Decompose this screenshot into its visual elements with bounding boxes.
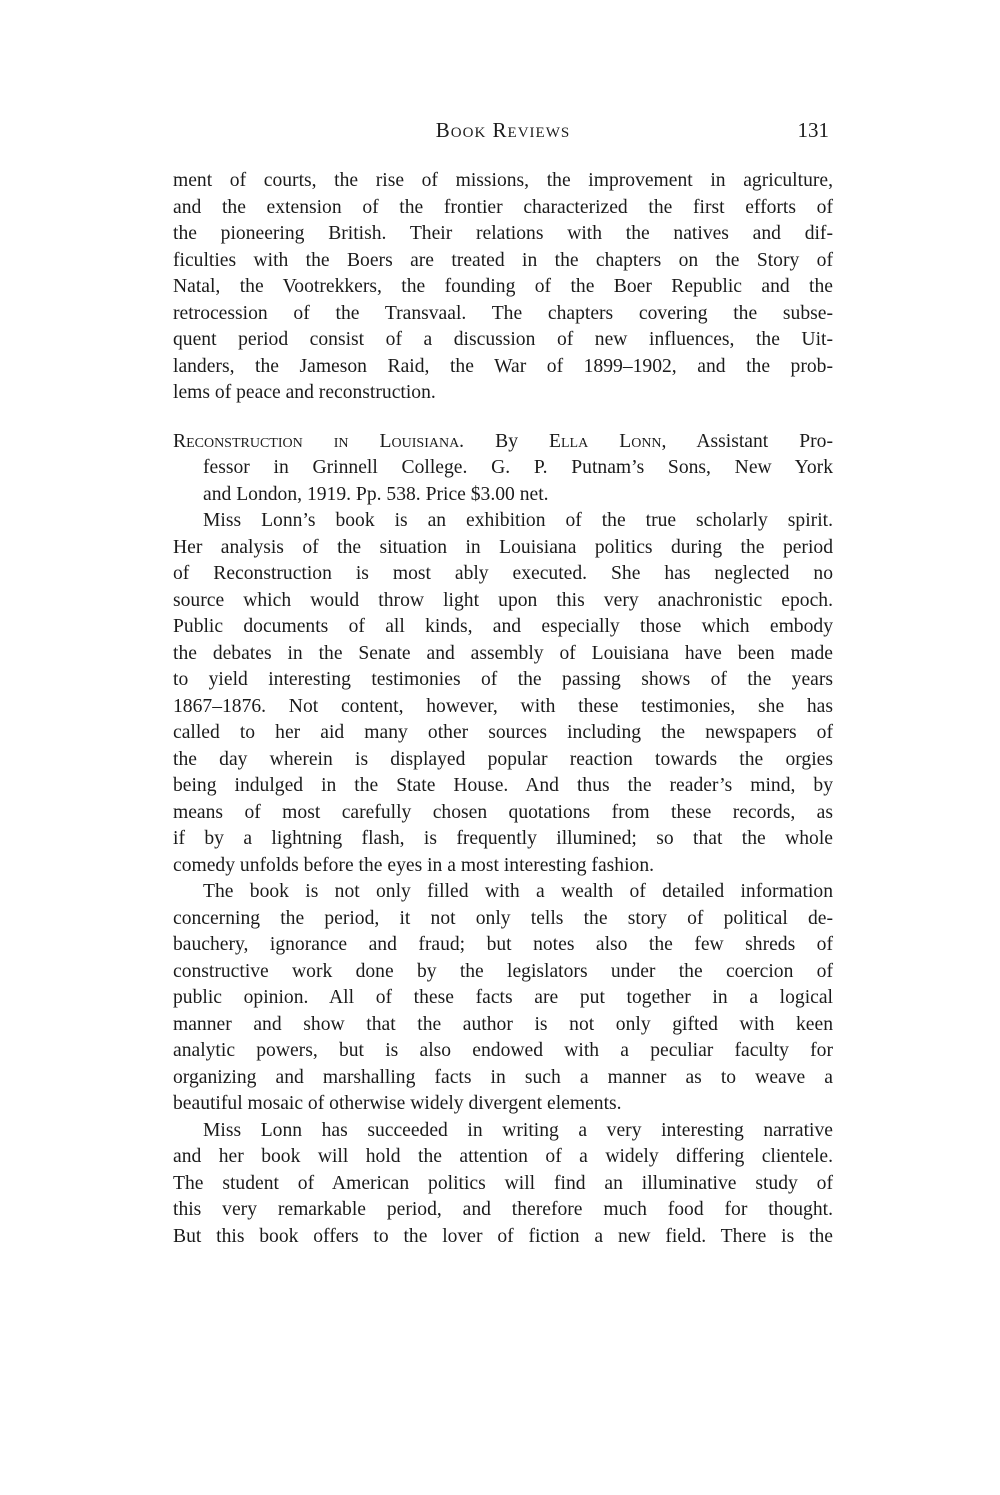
text-line: the debates in the Senate and assembly of Louisiana have been made [173, 642, 833, 664]
text-line: if by a lightning flash, is frequently illumined; so that the whole [173, 828, 833, 849]
section-gap [173, 407, 833, 429]
text-line: analytic powers, but is also endowed with a peculiar faculty for [173, 1040, 833, 1061]
review-heading-line-3: and London, 1919. Pp. 538. Price $3.00 net. [203, 483, 549, 505]
review-by: By [495, 430, 518, 452]
text-line: The book is not only filled with a wealth of detailed information [203, 881, 833, 902]
text-line: Public documents of all kinds, and especially those which embody [173, 616, 833, 637]
page-number: 131 [797, 118, 829, 142]
text-line: Her analysis of the situation in Louisiana politics during the period [173, 536, 833, 558]
text-line: source which would throw light upon this very anachronistic epoch. [173, 589, 833, 611]
text-line: and the extension of the frontier characterized the first efforts of [173, 196, 833, 218]
text-line: the pioneering British. Their relations with the natives and dif- [173, 223, 833, 244]
body-text [173, 168, 833, 1250]
text-line: called to her aid many other sources including the newspapers of [173, 722, 833, 743]
text-line: The student of American politics will find an illuminative study of [173, 1172, 833, 1194]
review-heading [173, 429, 833, 509]
text-line: beautiful mosaic of otherwise widely divergent elements. [173, 1093, 622, 1114]
review-author-affiliation: , Assistant Pro- [661, 430, 834, 452]
review-paragraph-2 [173, 879, 833, 1118]
text-line: ment of courts, the rise of missions, the improvement in agriculture, [173, 170, 833, 191]
text-line: and her book will hold the attention of a widely differing clientele. [173, 1146, 833, 1167]
text-line: public opinion. All of these facts are put together in a logical [173, 987, 833, 1008]
text-line: retrocession of the Transvaal. The chapters covering the subse- [173, 302, 833, 324]
text-line: landers, the Jameson Raid, the War of 1899–1902, and the prob- [173, 355, 833, 377]
review-heading-line-1 [173, 429, 833, 456]
review-heading-line-2: fessor in Grinnell College. G. P. Putnam’s Sons, New York [203, 457, 833, 478]
text-line: comedy unfolds before the eyes in a most interesting fashion. [173, 854, 655, 876]
text-line: this very remarkable period, and therefore much food for thought. [173, 1199, 833, 1220]
text-line: organizing and marshalling facts in such a manner as to weave a [173, 1066, 833, 1088]
text-line: Miss Lonn’s book is an exhibition of the true scholarly spirit. [203, 510, 833, 531]
book-page [173, 118, 833, 1250]
text-line: 1867–1876. Not content, however, with these testimonies, she has [173, 695, 833, 717]
text-line: the day wherein is displayed popular reaction towards the orgies [173, 748, 833, 770]
review-paragraph-1 [173, 508, 833, 879]
text-line: But this book offers to the lover of fiction a new field. There is the [173, 1225, 833, 1247]
text-line: concerning the period, it not only tells the story of political de- [173, 907, 833, 929]
text-line: to yield interesting testimonies of the passing shows of the years [173, 669, 833, 690]
text-line: ficulties with the Boers are treated in the chapters on the Story of [173, 249, 833, 271]
review-paragraph-3 [173, 1118, 833, 1251]
continued-paragraph [173, 168, 833, 407]
review-book-title: Reconstruction in Louisiana. [173, 430, 465, 452]
text-line: Miss Lonn has succeeded in writing a very interesting narrative [203, 1119, 833, 1141]
text-line: Natal, the Vootrekkers, the founding of the Boer Republic and the [173, 276, 833, 297]
text-line: constructive work done by the legislators under the coercion of [173, 960, 833, 982]
text-line: lems of peace and reconstruction. [173, 382, 436, 403]
running-head [173, 118, 833, 148]
running-title: Book Reviews [435, 118, 571, 142]
text-line: of Reconstruction is most ably executed. She has neglected no [173, 563, 833, 584]
text-line: being indulged in the State House. And thus the reader’s mind, by [173, 775, 833, 796]
text-line: bauchery, ignorance and fraud; but notes also the few shreds of [173, 934, 833, 955]
text-line: means of most carefully chosen quotations from these records, as [173, 801, 833, 823]
text-line: manner and show that the author is not only gifted with keen [173, 1013, 833, 1035]
text-line: quent period consist of a discussion of new influences, the Uit- [173, 329, 833, 350]
review-author: Ella Lonn [549, 430, 662, 452]
